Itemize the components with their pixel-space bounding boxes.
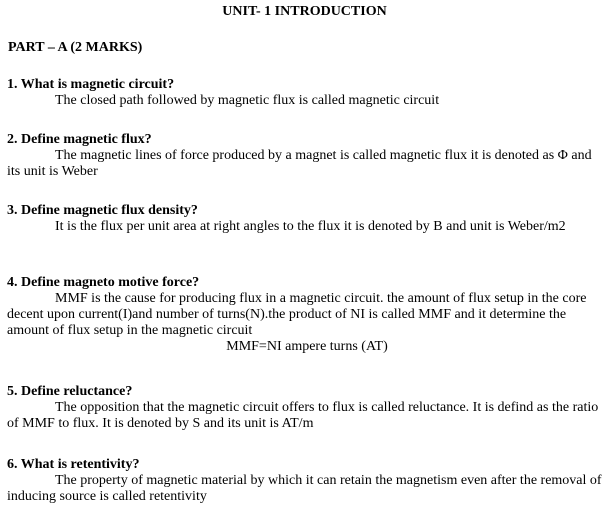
question-1: 1. What is magnetic circuit?: [7, 77, 175, 92]
question-3: 3. Define magnetic flux density?: [7, 203, 198, 218]
part-heading: PART – A (2 MARKS): [8, 40, 143, 55]
answer-5: The opposition that the magnetic circuit offers to flux is called reluctance. It is defind as the ratio of MMF to flux. It is denoted by S and its unit is AT/m: [7, 400, 599, 431]
question-5: 5. Define reluctance?: [7, 384, 133, 399]
question-2: 2. Define magnetic flux?: [7, 132, 152, 147]
answer-6: The property of magnetic material by which it can retain the magnetism even after the removal of inducing source is called retentivity: [7, 473, 602, 504]
answer-4: MMF is the cause for producing flux in a magnetic circuit. the amount of flux setup in the core decent upon current(I)and number of turns(N).the product of NI is called MMF and it determine the amount of flux setup in the magnetic circuit: [7, 291, 587, 338]
answer-3: It is the flux per unit area at right angles to the flux it is denoted by B and unit is Weber/m2: [55, 219, 566, 234]
question-block-2: [7, 132, 607, 180]
question-6: 6. What is retentivity?: [7, 457, 140, 472]
question-block-6: [7, 457, 607, 505]
mmf-formula: MMF=NI ampere turns (AT): [226, 339, 388, 354]
unit-title: UNIT- 1 INTRODUCTION: [222, 4, 387, 19]
answer-1: The closed path followed by magnetic flux is called magnetic circuit: [55, 93, 440, 108]
question-block-1: [7, 77, 607, 109]
question-block-3: [7, 203, 607, 235]
question-block-4: [7, 275, 607, 355]
question-4: 4. Define magneto motive force?: [7, 275, 200, 290]
question-block-5: [7, 384, 607, 432]
answer-2: The magnetic lines of force produced by a magnet is called magnetic flux it is denoted as Φ and its unit is Weber: [7, 148, 592, 179]
